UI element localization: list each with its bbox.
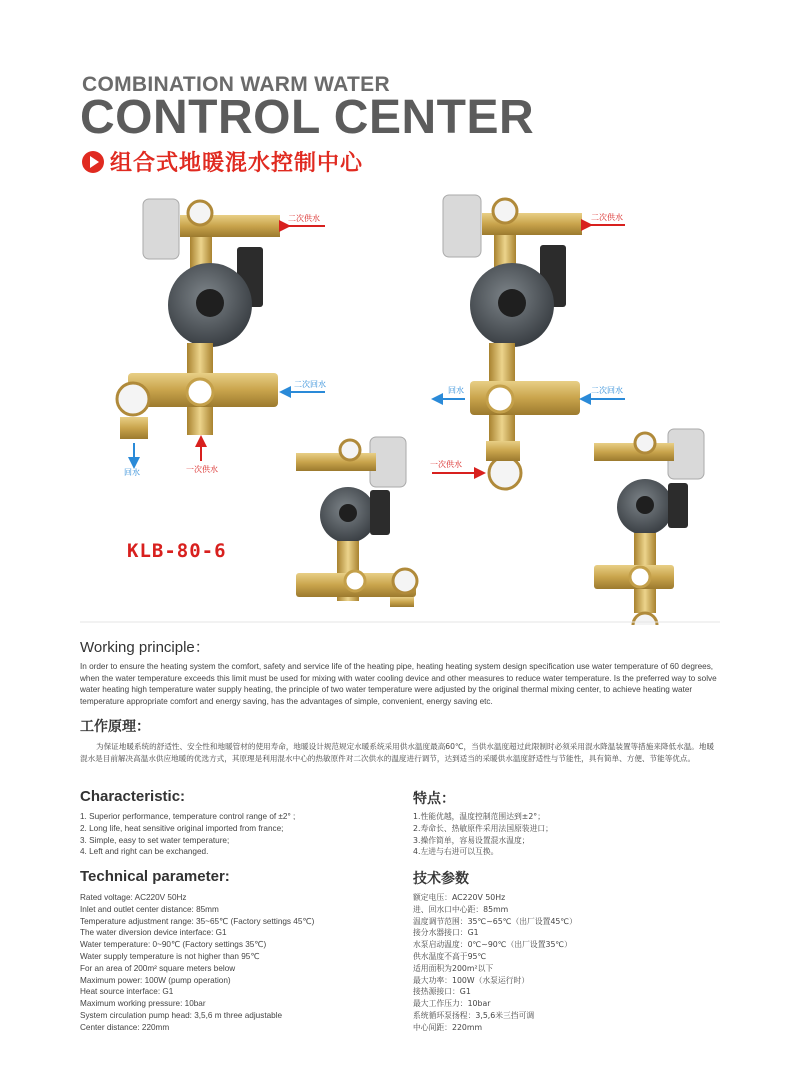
list-item: 1.性能优越，温度控制范围达到±2°； xyxy=(413,812,545,821)
list-item: Rated voltage: AC220V 50Hz xyxy=(80,893,187,902)
unit-3 xyxy=(296,437,417,607)
label-return-2: 回水 xyxy=(448,386,464,395)
list-item: 适用面积为200m²以下 xyxy=(413,963,494,973)
page-title: CONTROL CENTER xyxy=(80,91,535,144)
list-item: 2. Long life, heat sensitive original imported from france; xyxy=(80,823,284,833)
characteristic-cn-list xyxy=(413,811,553,858)
characteristic-list xyxy=(80,811,295,858)
list-item: 系统循环泵扬程：3,5,6米三挡可调 xyxy=(413,1010,535,1020)
list-item: Inlet and outlet center distance: 85mm xyxy=(80,904,219,914)
characteristic-title: Characteristic: xyxy=(80,788,186,805)
working-principle-cn-text: 为保证地暖系统的舒适性、安全性和地暖管材的使用寿命，地暖设计规范规定水暖系统采用供水温度最高60℃，当供水温度超过此限制时必须采用混水降温装置等措施来降低水温。地暖混水是目前解决高温水供应地暖的优选方式，其原理是利用混水中心的热敏原件对二次供水的温度进行调节，达到适当的采暖供水温度舒适性与节能性，具有简单、方便、节能等优点。 xyxy=(80,742,715,763)
label-secondary-return-2: 二次回水 xyxy=(591,386,623,395)
label-primary-supply-2: 一次供水 xyxy=(430,460,462,469)
list-item: Maximum power: 100W (pump operation) xyxy=(80,975,231,985)
product-illustrations xyxy=(0,185,800,625)
technical-list xyxy=(80,892,314,1034)
list-item: 中心间距：220mm xyxy=(413,1022,483,1032)
valve-dial-1 xyxy=(187,379,213,405)
list-item: Water temperature: 0~90℃ (Factory settings 35℃) xyxy=(80,940,267,950)
technical-title: Technical parameter: xyxy=(80,868,230,885)
list-item: 额定电压：AC220V 50Hz xyxy=(413,893,506,902)
page-title-cn: 组合式地暖混水控制中心 xyxy=(110,151,364,176)
list-item: 1. Superior performance, temperature control range of ±2° ; xyxy=(80,812,296,821)
unit-1 xyxy=(117,199,326,477)
list-item: 进、回水口中心距：85mm xyxy=(413,904,509,914)
label-primary-supply-1: 一次供水 xyxy=(186,465,218,474)
list-item: Heat source interface: G1 xyxy=(80,987,174,997)
list-item: 供水温度不高于95℃ xyxy=(413,951,487,961)
list-item: 3.操作简单，容易设置混水温度； xyxy=(413,835,530,845)
label-secondary-supply-1: 二次供水 xyxy=(288,214,320,223)
model-number: KLB-80-6 xyxy=(127,540,227,562)
list-item: 接热源接口：G1 xyxy=(413,987,471,997)
working-principle-cn-title: 工作原理： xyxy=(80,719,150,735)
working-principle-title xyxy=(80,636,210,657)
actuator-1 xyxy=(143,199,179,259)
header-subtitle: COMBINATION WARM WATER xyxy=(82,73,390,96)
list-item: 接分水器接口：G1 xyxy=(413,928,479,938)
technical-cn-title: 技术参数 xyxy=(413,871,469,887)
label-return-1: 回水 xyxy=(124,468,140,477)
working-principle-title-text: Working principle xyxy=(80,639,195,656)
list-item: Center distance: 220mm xyxy=(80,1022,170,1032)
gauge-left-1 xyxy=(117,383,149,415)
label-secondary-supply-2: 二次供水 xyxy=(591,213,623,222)
gauge-top-1 xyxy=(188,201,212,225)
unit-4 xyxy=(594,429,704,625)
working-principle-colon: ： xyxy=(194,639,210,656)
list-item: 4.左进与右进可以互换。 xyxy=(413,847,499,857)
label-secondary-return-1: 二次回水 xyxy=(294,380,326,389)
list-item: Water supply temperature is not higher than 95℃ xyxy=(80,951,260,961)
list-item: 温度调节范围：35℃~65℃（出厂设置45℃） xyxy=(413,916,577,926)
list-item: 4. Left and right can be exchanged. xyxy=(80,847,209,857)
play-icon xyxy=(82,151,104,173)
technical-cn-list xyxy=(413,892,577,1034)
list-item: 最大功率：100W（水泵运行时） xyxy=(413,975,530,985)
list-item: 3. Simple, easy to set water temperature; xyxy=(80,835,230,845)
working-principle-text: In order to ensure the heating system the comfort, safety and service life of the heating pipe, heating heating system design specification use water temperature of 60 degrees, when the water temperature exceeds this limit must be used for mixing with water cooling device and other measures to reduce water temperature. Is the preferred way to solve water heating high temperature water supply heating, the principle of two water temperature were adjusted by the original thermal mixing center, to achieve heating water temperature appropriate comfort and energy saving, has the advantages of simple, convenient, energy saving etc. xyxy=(80,662,717,706)
list-item: System circulation pump head: 3,5,6 m three adjustable xyxy=(80,1010,283,1020)
list-item: For an area of 200m² square meters below xyxy=(80,963,236,973)
list-item: 2.寿命长、热敏原件采用法国原装进口； xyxy=(413,823,553,833)
list-item: Temperature adjustment range: 35~65℃ (Factory settings 45℃) xyxy=(80,916,315,926)
header-cn xyxy=(82,146,363,177)
list-item: 最大工作压力：10bar xyxy=(413,999,491,1009)
characteristic-cn-title: 特点： xyxy=(413,791,455,807)
list-item: The water diversion device interface: G1 xyxy=(80,928,227,938)
list-item: 水泵启动温度：0℃~90℃（出厂设置35℃） xyxy=(413,940,572,950)
list-item: Maximum working pressure: 10bar xyxy=(80,999,206,1009)
